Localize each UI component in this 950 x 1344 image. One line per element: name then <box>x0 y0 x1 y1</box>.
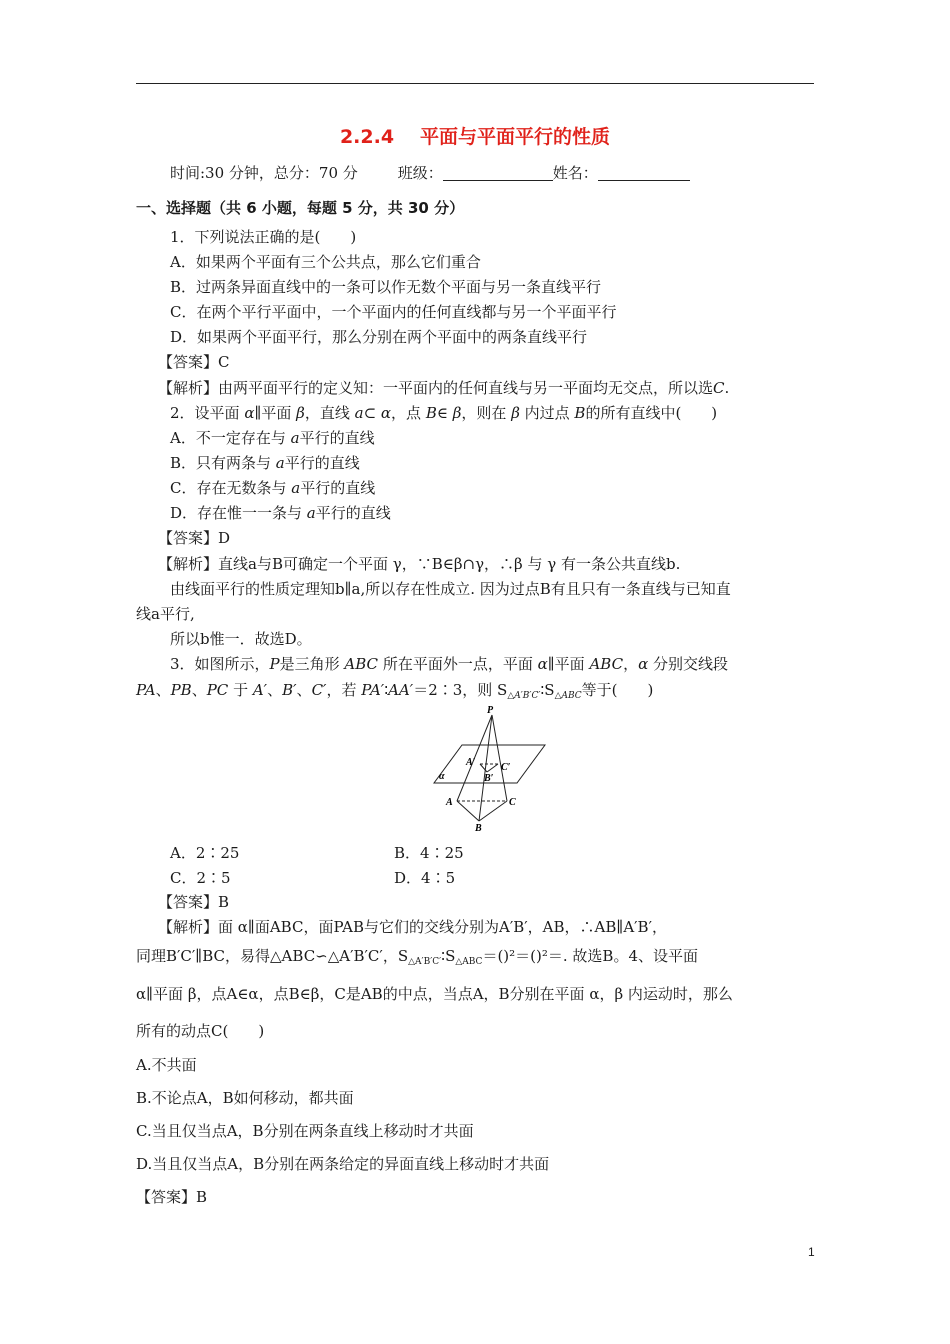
label-B: B <box>475 823 482 833</box>
q3-option-b: B．4∶25 <box>394 844 464 862</box>
name-label: 姓名： <box>552 164 598 182</box>
page-title <box>0 122 950 149</box>
q4-stem-line-1: α∥平面 β，点A∈α，点B∈β，C是AB的中点，当点A，B分别在平面 α，β 内运动时，那么 <box>136 985 733 1003</box>
edge-PC <box>492 715 507 801</box>
question-2-stem: 2．设平面 α∥平面 β，直线 a⊂ α，点 B∈ β，则在 β 内过点 B的所有直线中( ) <box>170 404 718 422</box>
edge-B1C1 <box>487 764 498 772</box>
class-blank[interactable] <box>443 164 553 181</box>
label-C-prime: C′ <box>501 762 511 773</box>
label-P: P <box>487 705 494 716</box>
class-label: 班级： <box>397 164 443 182</box>
q1-option-a: A．如果两个平面有三个公共点，那么它们重合 <box>170 253 481 271</box>
q4-stem-line-2: 所有的动点C( ) <box>136 1022 265 1040</box>
q1-analysis: 【解析】由两平面平行的定义知：一平面内的任何直线与另一平面均无交点，所以选C. <box>158 379 730 397</box>
q3-option-c: C．2∶5 <box>170 869 231 887</box>
label-alpha: α <box>439 771 445 782</box>
pyramid-figure <box>432 703 552 833</box>
q1-option-b: B．过两条异面直线中的一条可以作无数个平面与另一条直线平行 <box>170 278 602 296</box>
q2-option-a: A．不一定存在与 a平行的直线 <box>170 429 375 447</box>
q3-option-d: D．4∶5 <box>394 869 456 887</box>
q4-option-c: C.当且仅当点A，B分别在两条直线上移动时才共面 <box>136 1122 474 1140</box>
header-rule <box>136 83 814 84</box>
q2-analysis-line-2: 由线面平行的性质定理知b∥a,所以存在性成立. 因为过点B有且只有一条直线与已知直 <box>170 580 731 598</box>
q4-answer: 【答案】B <box>136 1188 208 1206</box>
q1-option-c: C．在两个平行平面中，一个平面内的任何直线都与另一个平面平行 <box>170 303 617 321</box>
q1-option-d: D．如果两个平面平行，那么分别在两个平面中的两条直线平行 <box>170 328 588 346</box>
edge-BC <box>479 801 507 821</box>
q4-option-b: B.不论点A，B如何移动，都共面 <box>136 1089 354 1107</box>
label-A: A <box>446 797 453 808</box>
q3-analysis-line-2: 同理B′C′∥BC，易得△ABC∽△A′B′C′，$S_{\triangle A'B'C'}∶S_{\triangle ABC}=()^2=()^2=$. 故选B。4、设平面 <box>136 947 698 967</box>
section-heading: 一、选择题（共 6 小题，每题 5 分，共 30 分） <box>136 199 465 217</box>
label-A-prime: A′ <box>466 757 476 768</box>
time-info: 时间:30 分钟，总分：70 分 <box>170 164 358 182</box>
q2-analysis-line-3: 线a平行, <box>136 605 195 623</box>
q2-option-c: C．存在无数条与 a平行的直线 <box>170 479 376 497</box>
edge-AB <box>457 801 479 821</box>
name-blank[interactable] <box>598 164 690 181</box>
page-number: 1 <box>808 1245 815 1259</box>
q2-answer: 【答案】D <box>158 529 231 547</box>
exam-info <box>170 162 690 183</box>
q2-option-d: D．存在惟一一条与 a平行的直线 <box>170 504 391 522</box>
question-1-stem: 1．下列说法正确的是( ) <box>170 228 357 246</box>
q1-answer: 【答案】C <box>158 353 230 371</box>
title-text: 平面与平面平行的性质 <box>420 126 611 148</box>
question-3-stem-line-2: PA、PB、PC 于 A′、B′、C′，若 PA′∶AA′＝2∶3，则 $S_{\triangle A'B'C'}∶S_{\triangle ABC}$等于( ) <box>136 681 654 701</box>
title-number: 2.2.4 <box>339 126 395 148</box>
q3-answer: 【答案】B <box>158 893 230 911</box>
label-B-prime: B′ <box>484 773 494 784</box>
q2-option-b: B．只有两条与 a平行的直线 <box>170 454 360 472</box>
q4-option-a: A.不共面 <box>136 1056 197 1074</box>
q4-option-d: D.当且仅当点A，B分别在两条给定的异面直线上移动时才共面 <box>136 1155 550 1173</box>
question-3-stem-line-1: 3．如图所示，P是三角形 ABC 所在平面外一点，平面 α∥平面 ABC，α 分别交线段 <box>170 655 728 673</box>
q2-analysis-line-4: 所以b惟一．故选D。 <box>170 630 312 648</box>
label-C: C <box>509 797 516 808</box>
q3-option-a: A．2∶25 <box>170 844 240 862</box>
q2-analysis-line-1: 【解析】直线a与B可确定一个平面 γ，∵B∈β∩γ，∴β 与 γ 有一条公共直线b. <box>158 555 681 573</box>
q3-analysis-line-1: 【解析】面 α∥面ABC，面PAB与它们的交线分别为A′B′，AB，∴AB∥A′B′， <box>158 918 667 936</box>
